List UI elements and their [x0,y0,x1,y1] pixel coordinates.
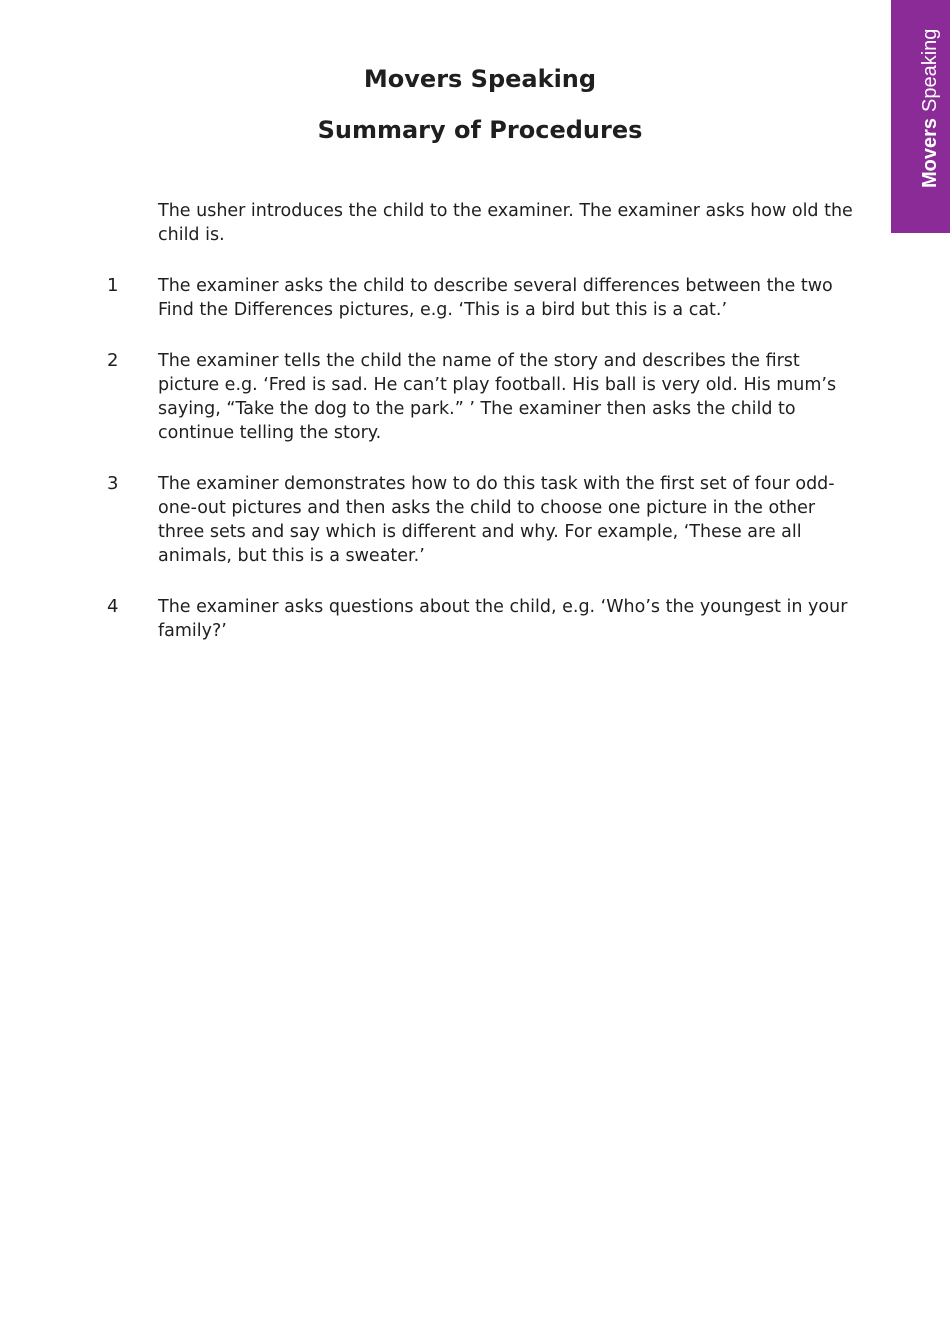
procedure-number: 1 [107,275,119,296]
procedure-text: The examiner tells the child the name of the story and describes the first picture e.g. ‘Fred is sad. He can’t play football. His ball is very old. His mum’s saying, “Take the dog to the park.” ’ The examiner then asks the child to continue telling the story. [158,351,837,443]
procedure-number: 2 [107,350,119,371]
side-tab-label [920,29,940,188]
procedure-number: 3 [107,473,119,494]
procedure-number: 4 [107,596,119,617]
intro-text: The usher introduces the child to the examiner. The examiner asks how old the child is. [158,201,853,245]
page-subtitle: Summary of Procedures [317,116,643,144]
procedure-text: The examiner demonstrates how to do this task with the first set of four odd-one-out pictures and then asks the child to choose one picture in the other three sets and say which is different and why. For example, ‘These are all animals, but this is a sweater.’ [158,474,835,566]
procedure-text: The examiner asks the child to describe several differences between the two Find the Differences pictures, e.g. ‘This is a bird but this is a cat.’ [158,276,833,320]
side-tab-level: Movers [919,117,941,188]
side-tab-paper: Speaking [919,28,941,112]
procedure-text: The examiner asks questions about the child, e.g. ‘Who’s the youngest in your family?’ [158,597,848,641]
page-title: Movers Speaking [363,65,597,93]
